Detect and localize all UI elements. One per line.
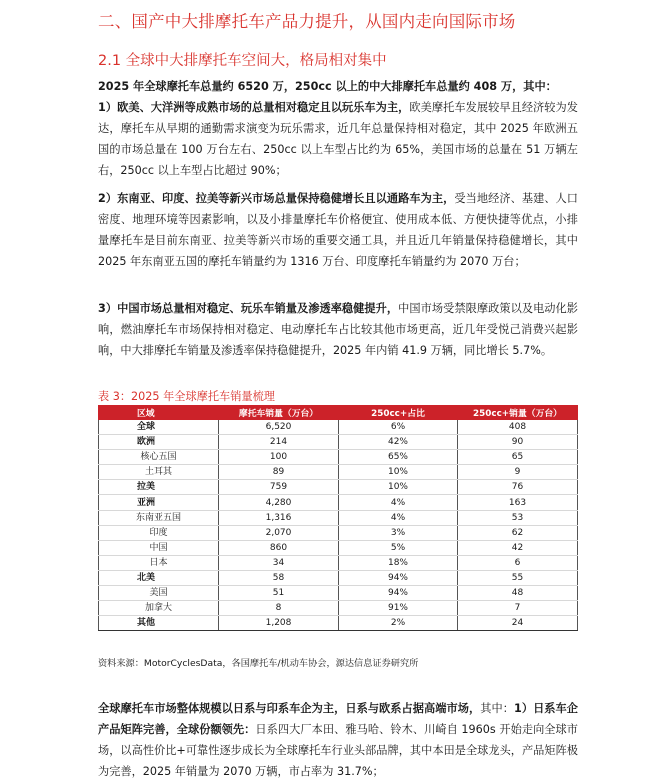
cell-share: 10% — [339, 465, 458, 480]
cell-sales: 34 — [219, 555, 339, 570]
cell-region: 拉美 — [99, 480, 219, 495]
cell-big-sales: 76 — [458, 480, 578, 495]
paragraph-emerging-markets — [98, 188, 578, 272]
cell-sales: 4,280 — [219, 495, 339, 510]
section-heading: 二、国产中大排摩托车产品力提升，从国内走向国际市场 — [98, 12, 516, 31]
paragraph-2-lead: 2）东南亚、印度、拉美等新兴市场总量保持稳健增长且以通路车为主， — [98, 192, 455, 205]
paragraph-3-lead: 3）中国市场总量相对稳定、玩乐车销量及渗透率稳健提升， — [98, 302, 399, 315]
cell-sales: 51 — [219, 586, 339, 601]
table-row — [99, 435, 578, 450]
cell-region: 亚洲 — [99, 495, 219, 510]
cell-sales: 1,208 — [219, 616, 339, 631]
cell-share: 3% — [339, 525, 458, 540]
cell-big-sales: 65 — [458, 450, 578, 465]
cell-share: 94% — [339, 586, 458, 601]
table-header-row — [99, 406, 578, 420]
cell-sales: 214 — [219, 435, 339, 450]
paragraph-4-lead: 全球摩托车市场整体规模以日系与印系车企为主，日系与欧系占据高端市场， — [98, 702, 481, 715]
header-big-sales: 250cc+销量（万台） — [458, 406, 578, 420]
paragraph-2-body: 受当地经济、基建、人口密度、地理环境等因素影响，以及小排量摩托车价格便宜、使用成本低、方便快捷等优点，小排量摩托车是目前东南亚、拉美等新兴市场的重要交通工具，并且近几年销量保持稳健增长，其中 2025 年东南亚五国的摩托车销量约为 1316 万台、印度摩托车销量约为 2070 万台； — [98, 192, 578, 268]
cell-sales: 8 — [219, 601, 339, 616]
table-row — [99, 601, 578, 616]
subsection-heading: 2.1 全球中大排摩托车空间大，格局相对集中 — [98, 53, 387, 69]
cell-big-sales: 408 — [458, 420, 578, 435]
table-row — [99, 555, 578, 570]
cell-share: 4% — [339, 495, 458, 510]
cell-region: 加拿大 — [99, 601, 219, 616]
table-row — [99, 586, 578, 601]
paragraph-mature-markets — [98, 97, 578, 181]
cell-sales: 759 — [219, 480, 339, 495]
paragraph-3-body: 中国市场受禁限摩政策以及电动化影响，燃油摩托车市场保持相对稳定、电动摩托车占比较其他市场更高，近几年受悦己消费兴起影响，中大排摩托车销量及渗透率保持稳健提升，2025 年内销 41.9 万辆，同比增长 5.7%。 — [98, 302, 578, 357]
paragraph-4-connector: 其中： — [480, 702, 514, 715]
cell-sales: 1,316 — [219, 510, 339, 525]
cell-region: 核心五国 — [99, 450, 219, 465]
cell-big-sales: 42 — [458, 540, 578, 555]
paragraph-china-market — [98, 298, 578, 361]
table-row — [99, 420, 578, 435]
cell-share: 4% — [339, 510, 458, 525]
cell-sales: 860 — [219, 540, 339, 555]
paragraph-4-subhead: 1）日系车企产品矩阵完善，全球份额领先： — [98, 702, 578, 736]
header-sales: 摩托车销量（万台） — [219, 406, 339, 420]
cell-share: 18% — [339, 555, 458, 570]
paragraph-market-structure — [98, 698, 578, 782]
table-row — [99, 450, 578, 465]
cell-share: 2% — [339, 616, 458, 631]
cell-big-sales: 9 — [458, 465, 578, 480]
table-row — [99, 616, 578, 631]
table-caption: 表 3：2025 年全球摩托车销量梳理 — [98, 390, 275, 403]
cell-big-sales: 163 — [458, 495, 578, 510]
header-region: 区域 — [99, 406, 219, 420]
cell-region: 中国 — [99, 540, 219, 555]
cell-region: 日本 — [99, 555, 219, 570]
cell-share: 10% — [339, 480, 458, 495]
paragraph-1-lead: 1）欧美、大洋洲等成熟市场的总量相对稳定且以玩乐车为主， — [98, 101, 410, 114]
cell-region: 其他 — [99, 616, 219, 631]
cell-big-sales: 53 — [458, 510, 578, 525]
cell-big-sales: 62 — [458, 525, 578, 540]
cell-region: 欧洲 — [99, 435, 219, 450]
cell-big-sales: 6 — [458, 555, 578, 570]
cell-sales: 2,070 — [219, 525, 339, 540]
intro-text: 2025 年全球摩托车总量约 6520 万，250cc 以上的中大排摩托车总量约 408 万，其中： — [98, 80, 557, 93]
cell-share: 6% — [339, 420, 458, 435]
cell-big-sales: 55 — [458, 570, 578, 585]
table-row — [99, 570, 578, 585]
table-row — [99, 540, 578, 555]
table-row — [99, 495, 578, 510]
cell-share: 65% — [339, 450, 458, 465]
intro-paragraph — [98, 76, 578, 97]
cell-big-sales: 24 — [458, 616, 578, 631]
paragraph-1-body: 欧美摩托车发展较早且经济较为发达，摩托车从早期的通勤需求演变为玩乐需求，近几年总量保持相对稳定，其中 2025 年欧洲五国的市场总量在 100 万台左右、250cc 以上车型占比约为 65%，美国市场的总量在 51 万辆左右，250cc 以上车型占比超过 90%； — [98, 101, 578, 177]
header-share: 250cc+占比 — [339, 406, 458, 420]
cell-big-sales: 7 — [458, 601, 578, 616]
table-source: 资料来源：MotorCyclesData，各国摩托车/机动车协会，源达信息证券研究所 — [98, 658, 419, 669]
cell-sales: 6,520 — [219, 420, 339, 435]
table-row — [99, 510, 578, 525]
cell-region: 美国 — [99, 586, 219, 601]
sales-table — [98, 405, 578, 631]
cell-sales: 58 — [219, 570, 339, 585]
cell-region: 土耳其 — [99, 465, 219, 480]
cell-share: 91% — [339, 601, 458, 616]
cell-sales: 100 — [219, 450, 339, 465]
cell-big-sales: 48 — [458, 586, 578, 601]
cell-share: 94% — [339, 570, 458, 585]
cell-region: 印度 — [99, 525, 219, 540]
cell-region: 北美 — [99, 570, 219, 585]
cell-share: 42% — [339, 435, 458, 450]
cell-region: 全球 — [99, 420, 219, 435]
cell-share: 5% — [339, 540, 458, 555]
table-row — [99, 525, 578, 540]
table-row — [99, 465, 578, 480]
table-row — [99, 480, 578, 495]
paragraph-4-body: 日系四大厂本田、雅马哈、铃木、川崎自 1960s 开始走向全球市场，以高性价比+可靠性逐步成长为全球摩托车行业头部品牌，其中本田是全球龙头，产品矩阵极为完善，2025 年销量为 2070 万辆，市占率为 31.7%； — [98, 723, 578, 778]
cell-region: 东南亚五国 — [99, 510, 219, 525]
cell-big-sales: 90 — [458, 435, 578, 450]
cell-sales: 89 — [219, 465, 339, 480]
